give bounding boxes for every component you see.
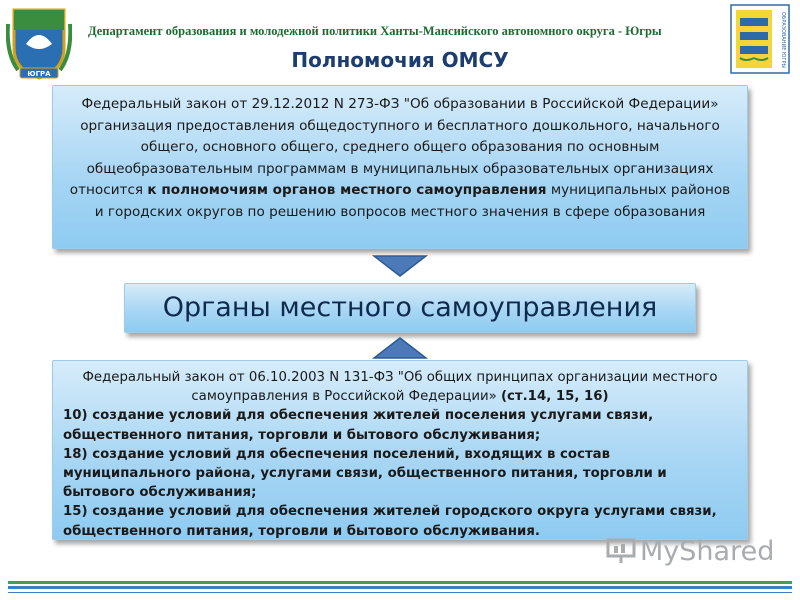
list-item: 18) создание условий для обеспечения поселений, входящих в состав муниципального района, услугами связи, общественного питания, торговли и бытового обслуживания;	[63, 446, 667, 501]
local-government-box	[124, 283, 696, 333]
list-item: 15) создание условий для обеспечения жителей городского округа услугами связи, общественного питания, торговли и бытового обслуживания.	[63, 504, 717, 539]
watermark	[606, 536, 774, 567]
law-273-text-part2: муниципальных районов и городских округов по решению вопросов местного значения в сфере образования	[94, 182, 731, 220]
logo-text: ОБРАЗОВАНИЕ ЮГРЫ	[780, 12, 786, 68]
watermark-text: MyShared	[640, 536, 775, 567]
page-title: Полномочия ОМСУ	[291, 48, 509, 72]
education-logo-icon	[730, 4, 790, 74]
law-131-intro-text: Федеральный закон от 06.10.2003 N 131-ФЗ "Об общих принципах организации местного самоуправления в Российской Федерации»	[82, 370, 718, 405]
law-273-text-part1: Федеральный закон от 29.12.2012 N 273-ФЗ "Об образовании в Российской Федерации» организация предоставления общедоступного и бесплатного дошкольного, начального общего, основного общего, среднего общего образования по основным общеобразовательным программам в муниципальных образовательных организациях относится	[69, 96, 720, 198]
footer-line-green	[8, 581, 792, 584]
department-name: Департамент образования и молодежной политики Ханты-Мансийского автономного округа - Югры	[88, 24, 662, 38]
law-273-bold-text: к полномочиям органов местного самоуправления	[147, 182, 547, 198]
local-government-label: Органы местного самоуправления	[162, 292, 658, 323]
footer-line-thin	[8, 592, 792, 593]
crest-label: ЮГРА	[27, 70, 51, 78]
arrow-up-icon	[372, 336, 428, 360]
law-131-box	[52, 360, 748, 540]
law-273-box	[52, 85, 748, 249]
arrow-down-icon	[372, 254, 428, 278]
list-item: 10) создание условий для обеспечения жителей поселения услугами связи, общественного питания, торговли и бытового обслуживания;	[63, 408, 654, 443]
presentation-icon	[606, 536, 640, 564]
law-131-intro	[63, 368, 737, 406]
law-131-articles: (ст.14, 15, 16)	[500, 389, 609, 405]
footer-line-blue	[8, 586, 792, 589]
